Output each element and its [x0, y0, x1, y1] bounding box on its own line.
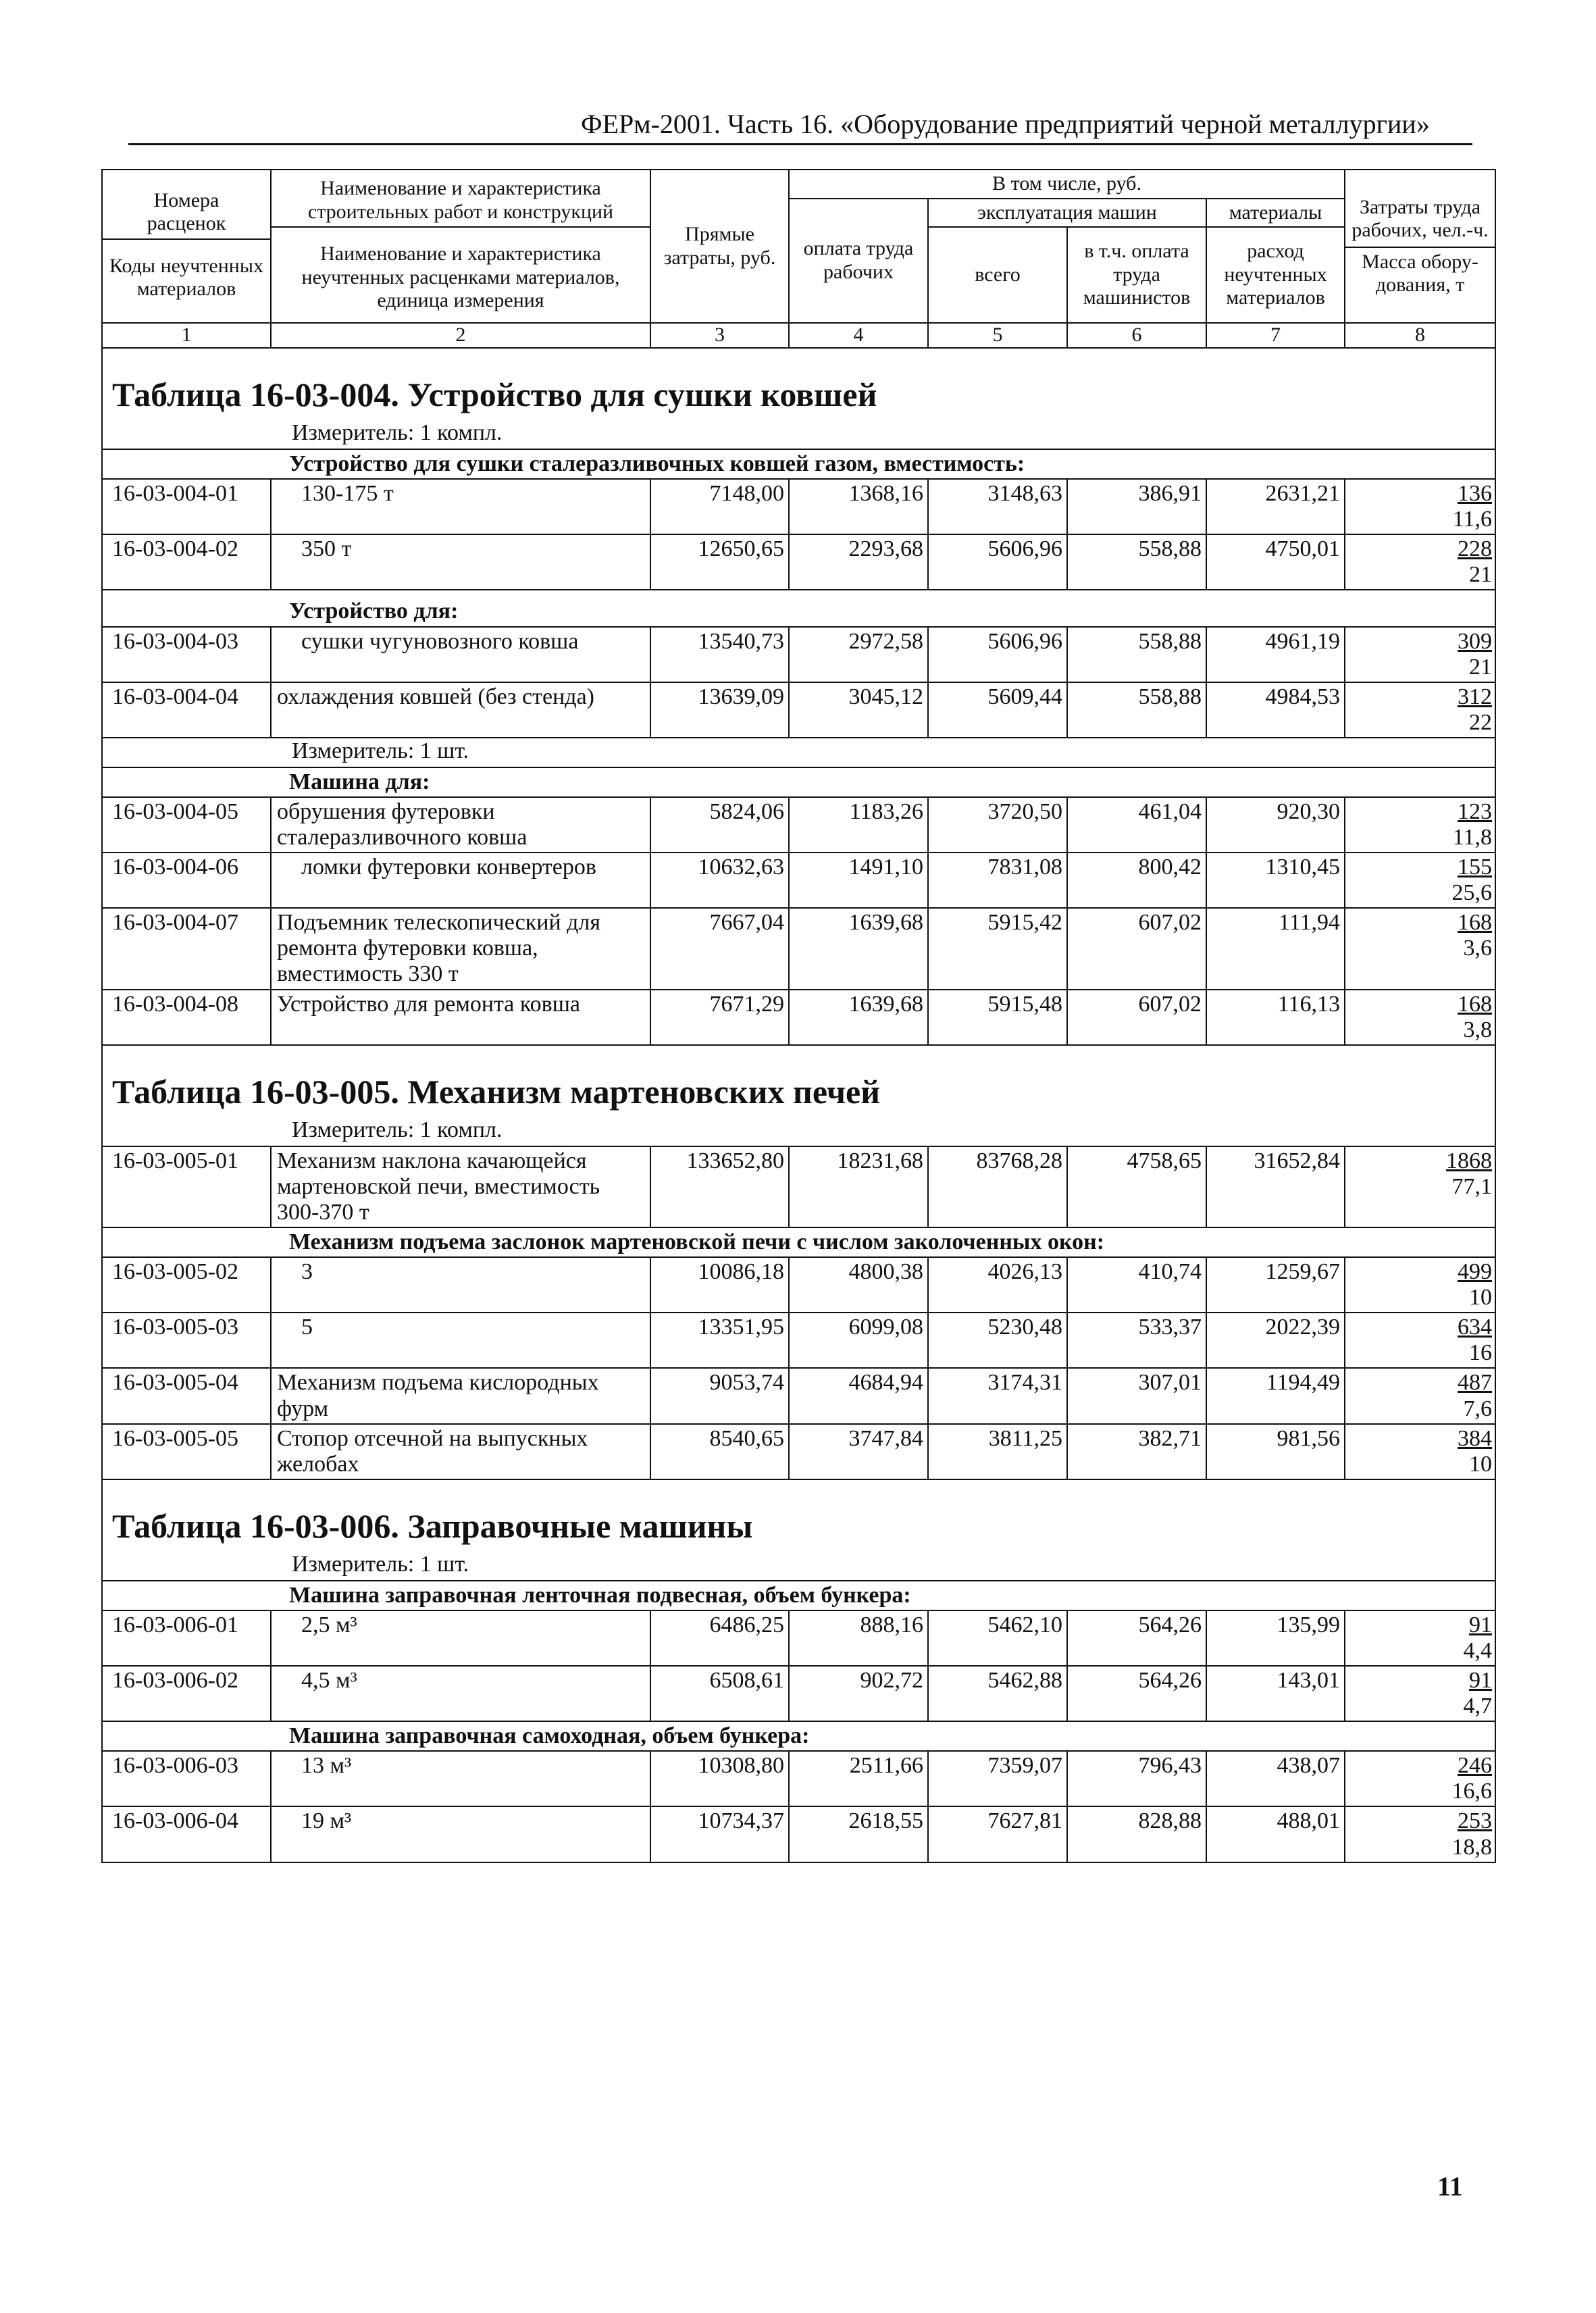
rate-code: 16-03-004-05: [102, 797, 271, 853]
labor-hours: 634: [1458, 1315, 1493, 1340]
labor-and-mass: [1345, 682, 1495, 738]
work-name: обрушения футеровки сталеразливочного ковша: [271, 797, 650, 853]
header-rule: [128, 143, 1472, 145]
equipment-mass: 18,8: [1451, 1834, 1492, 1860]
labor-hours: 155: [1458, 855, 1493, 880]
labor-and-mass: [1345, 627, 1495, 682]
labor-hours: 309: [1458, 628, 1493, 654]
equipment-mass: 22: [1469, 709, 1493, 735]
work-name: сушки чугуновозного ковша: [271, 627, 650, 682]
col-machines-header: эксплуатация машин: [928, 199, 1206, 228]
operators-wages: 558,88: [1067, 627, 1206, 682]
rates-body: [101, 349, 1495, 1863]
table-title: Таблица 16-03-004. Устройство для сушки ковшей: [102, 349, 1495, 420]
labor-and-mass: [1345, 797, 1495, 853]
materials-cost: 4750,01: [1206, 534, 1345, 590]
labor-and-mass: [1345, 1806, 1495, 1862]
work-name: 350 т: [271, 534, 650, 590]
table-row: [102, 534, 1495, 590]
direct-costs: 9053,74: [650, 1368, 789, 1423]
column-number: 4: [789, 323, 928, 348]
direct-costs: 7667,04: [650, 908, 789, 989]
section-row: [102, 449, 1495, 479]
operators-wages: 607,02: [1067, 990, 1206, 1045]
rate-code: 16-03-005-04: [102, 1368, 271, 1423]
work-name: 4,5 м³: [271, 1666, 650, 1721]
equipment-mass: 21: [1469, 562, 1493, 588]
rate-code: 16-03-006-03: [102, 1751, 271, 1806]
materials-cost: 438,07: [1206, 1751, 1345, 1806]
operators-wages: 386,91: [1067, 479, 1206, 534]
operators-wages: 564,26: [1067, 1666, 1206, 1721]
workers-wages: 1639,68: [789, 908, 928, 989]
section-heading: Машина для:: [102, 767, 1495, 797]
materials-cost: 4984,53: [1206, 682, 1345, 738]
col-machines-total-header: всего: [928, 227, 1067, 323]
rate-code: 16-03-004-04: [102, 682, 271, 738]
materials-cost: 2631,21: [1206, 479, 1345, 534]
work-name: охлаждения ковшей (без стенда): [271, 682, 650, 738]
subheading-row: [102, 590, 1495, 626]
direct-costs: 13639,09: [650, 682, 789, 738]
operators-wages: 607,02: [1067, 908, 1206, 989]
rate-code: 16-03-004-03: [102, 627, 271, 682]
labor-and-mass: [1345, 853, 1495, 908]
work-name: Стопор отсечной на выпускных желобах: [271, 1424, 650, 1479]
table-row: [102, 908, 1495, 989]
table-row: [102, 1424, 1495, 1479]
col-mass-bottom: Масса обору-дования, т: [1362, 250, 1478, 296]
col-name-top: Наименование и характеристика строительных работ и конструкций: [272, 174, 650, 228]
labor-hours: 123: [1458, 799, 1493, 825]
labor-hours: 246: [1458, 1753, 1492, 1779]
machines-total: 7627,81: [928, 1806, 1067, 1862]
direct-costs: 12650,65: [650, 534, 789, 590]
materials-cost: 116,13: [1206, 990, 1345, 1045]
workers-wages: 1368,16: [789, 479, 928, 534]
col-labor-top: Затраты труда рабочих, чел.-ч.: [1345, 193, 1495, 248]
machines-total: 5606,96: [928, 534, 1067, 590]
machines-total: 4026,13: [928, 1257, 1067, 1313]
col-labor-header: [1345, 170, 1495, 323]
column-number: 5: [928, 323, 1067, 348]
labor-and-mass: [1345, 534, 1495, 590]
operators-wages: 533,37: [1067, 1313, 1206, 1368]
labor-hours: 312: [1458, 684, 1493, 709]
labor-and-mass: [1345, 1751, 1495, 1806]
workers-wages: 6099,08: [789, 1313, 928, 1368]
equipment-mass: 16,6: [1451, 1779, 1492, 1804]
materials-cost: 1259,67: [1206, 1257, 1345, 1313]
direct-costs: 7671,29: [650, 990, 789, 1045]
col-group-header: В том числе, руб.: [789, 170, 1345, 199]
measure-unit: Измеритель: 1 шт.: [102, 1552, 1495, 1581]
workers-wages: 888,16: [789, 1610, 928, 1666]
work-name: 130-175 т: [271, 479, 650, 534]
labor-hours: 91: [1469, 1612, 1492, 1637]
operators-wages: 382,71: [1067, 1424, 1206, 1479]
operators-wages: 564,26: [1067, 1610, 1206, 1666]
rate-code: 16-03-006-02: [102, 1666, 271, 1721]
rate-code: 16-03-005-02: [102, 1257, 271, 1313]
workers-wages: 2972,58: [789, 627, 928, 682]
subheading: Устройство для:: [102, 590, 1495, 626]
work-name: ломки футеровки конвертеров: [271, 853, 650, 908]
col-materials-usage-header: расход неучтенных материалов: [1206, 227, 1345, 323]
labor-hours: 1868: [1446, 1148, 1493, 1173]
materials-cost: 488,01: [1206, 1806, 1345, 1862]
work-name: Механизм подъема кислородных фурм: [271, 1368, 650, 1423]
column-number: 2: [271, 323, 650, 348]
table-row: [102, 1610, 1495, 1666]
workers-wages: 18231,68: [789, 1146, 928, 1227]
equipment-mass: 16: [1469, 1340, 1493, 1366]
machines-total: 5915,48: [928, 990, 1067, 1045]
machines-total: 5606,96: [928, 627, 1067, 682]
direct-costs: 10632,63: [650, 853, 789, 908]
workers-wages: 2293,68: [789, 534, 928, 590]
machines-total: 3148,63: [928, 479, 1067, 534]
machines-total: 7359,07: [928, 1751, 1067, 1806]
section-row: [102, 1721, 1495, 1751]
work-name: 19 м³: [271, 1806, 650, 1862]
direct-costs: 10086,18: [650, 1257, 789, 1313]
column-number-row: [102, 323, 1495, 348]
table-row: [102, 1368, 1495, 1423]
rates-table: [101, 349, 1496, 1046]
equipment-mass: 4,7: [1463, 1694, 1492, 1719]
section-row: [102, 1227, 1495, 1257]
work-name: Механизм наклона качающейся мартеновской печи, вместимость 300-370 т: [271, 1146, 650, 1227]
machines-total: 5915,42: [928, 908, 1067, 989]
materials-cost: 981,56: [1206, 1424, 1345, 1479]
rate-code: 16-03-004-02: [102, 534, 271, 590]
machines-total: 5462,88: [928, 1666, 1067, 1721]
section-row: [102, 767, 1495, 797]
col-name-bottom: Наименование и характеристика неучтенных расценками материалов, единица измерения: [301, 243, 620, 312]
measure-row: [102, 1117, 1495, 1146]
table-row: [102, 853, 1495, 908]
rates-table: [101, 1046, 1496, 1480]
column-number: 7: [1206, 323, 1345, 348]
materials-cost: 31652,84: [1206, 1146, 1345, 1227]
materials-cost: 111,94: [1206, 908, 1345, 989]
table-row: [102, 1806, 1495, 1862]
rate-code: 16-03-004-01: [102, 479, 271, 534]
measure-unit: Измеритель: 1 шт.: [102, 738, 1495, 767]
work-name: 2,5 м³: [271, 1610, 650, 1666]
labor-hours: 487: [1458, 1370, 1493, 1396]
workers-wages: 2511,66: [789, 1751, 928, 1806]
direct-costs: 5824,06: [650, 797, 789, 853]
direct-costs: 6486,25: [650, 1610, 789, 1666]
machines-total: 83768,28: [928, 1146, 1067, 1227]
labor-and-mass: [1345, 1424, 1495, 1479]
labor-hours: 253: [1458, 1808, 1492, 1834]
rate-code: 16-03-004-06: [102, 853, 271, 908]
equipment-mass: 4,4: [1463, 1637, 1492, 1663]
direct-costs: 6508,61: [650, 1666, 789, 1721]
table-title-row: [102, 1046, 1495, 1117]
column-header-table: [101, 169, 1496, 349]
column-number: 8: [1345, 323, 1495, 348]
labor-and-mass: [1345, 1666, 1495, 1721]
section-heading: Механизм подъема заслонок мартеновской печи с числом заколоченных окон:: [102, 1227, 1495, 1257]
materials-cost: 2022,39: [1206, 1313, 1345, 1368]
table-row: [102, 1751, 1495, 1806]
materials-cost: 1310,45: [1206, 853, 1345, 908]
materials-cost: 1194,49: [1206, 1368, 1345, 1423]
machines-total: 5609,44: [928, 682, 1067, 738]
page-number: 11: [1437, 2171, 1463, 2202]
rate-code: 16-03-004-07: [102, 908, 271, 989]
machines-total: 5230,48: [928, 1313, 1067, 1368]
work-name: 13 м³: [271, 1751, 650, 1806]
operators-wages: 828,88: [1067, 1806, 1206, 1862]
table-row: [102, 1146, 1495, 1227]
column-number: 1: [102, 323, 271, 348]
measure-row: [102, 1552, 1495, 1581]
labor-hours: 91: [1469, 1668, 1492, 1694]
workers-wages: 1491,10: [789, 853, 928, 908]
col-wages-header: оплата труда рабочих: [789, 199, 928, 324]
labor-and-mass: [1345, 479, 1495, 534]
table-row: [102, 990, 1495, 1045]
rate-code: 16-03-004-08: [102, 990, 271, 1045]
table-row: [102, 1666, 1495, 1721]
col-codes-header: [102, 170, 271, 323]
workers-wages: 4800,38: [789, 1257, 928, 1313]
operators-wages: 461,04: [1067, 797, 1206, 853]
machines-total: 3811,25: [928, 1424, 1067, 1479]
rate-code: 16-03-005-05: [102, 1424, 271, 1479]
page-header: ФЕРм-2001. Часть 16. «Оборудование предприятий черной металлургии»: [581, 109, 1430, 139]
work-name: 3: [271, 1257, 650, 1313]
table-title-row: [102, 349, 1495, 420]
direct-costs: 7148,00: [650, 479, 789, 534]
labor-hours: 228: [1458, 536, 1493, 562]
equipment-mass: 11,8: [1452, 825, 1493, 850]
labor-hours: 384: [1458, 1425, 1493, 1451]
equipment-mass: 77,1: [1451, 1173, 1493, 1199]
rate-code: 16-03-006-01: [102, 1610, 271, 1666]
column-number: 6: [1067, 323, 1206, 348]
labor-hours: 168: [1458, 910, 1493, 936]
operators-wages: 307,01: [1067, 1368, 1206, 1423]
materials-cost: 135,99: [1206, 1610, 1345, 1666]
work-name: Устройство для ремонта ковша: [271, 990, 650, 1045]
operators-wages: 558,88: [1067, 682, 1206, 738]
equipment-mass: 11,6: [1452, 507, 1493, 532]
machines-total: 3720,50: [928, 797, 1067, 853]
workers-wages: 1183,26: [789, 797, 928, 853]
equipment-mass: 10: [1469, 1451, 1493, 1477]
workers-wages: 3045,12: [789, 682, 928, 738]
direct-costs: 8540,65: [650, 1424, 789, 1479]
workers-wages: 2618,55: [789, 1806, 928, 1862]
col-materials-header: материалы: [1206, 199, 1345, 228]
section-heading: Устройство для сушки сталеразливочных ковшей газом, вместимость:: [102, 449, 1495, 479]
col-direct-costs-header: Прямые затраты, руб.: [650, 170, 789, 323]
measure-unit: Измеритель: 1 компл.: [102, 420, 1495, 449]
table-title: Таблица 16-03-006. Заправочные машины: [102, 1480, 1495, 1552]
materials-cost: 920,30: [1206, 797, 1345, 853]
col-name-header: [271, 170, 650, 323]
table-row: [102, 797, 1495, 853]
labor-hours: 168: [1458, 991, 1493, 1017]
workers-wages: 4684,94: [789, 1368, 928, 1423]
rate-code: 16-03-006-04: [102, 1806, 271, 1862]
labor-hours: 136: [1458, 481, 1493, 507]
equipment-mass: 10: [1469, 1285, 1493, 1311]
direct-costs: 10308,80: [650, 1751, 789, 1806]
col-codes-top: Номера расценок: [103, 186, 270, 240]
labor-and-mass: [1345, 990, 1495, 1045]
table-title-row: [102, 1480, 1495, 1552]
rate-code: 16-03-005-01: [102, 1146, 271, 1227]
table-title: Таблица 16-03-005. Механизм мартеновских печей: [102, 1046, 1495, 1117]
materials-cost: 143,01: [1206, 1666, 1345, 1721]
work-name: 5: [271, 1313, 650, 1368]
labor-and-mass: [1345, 1257, 1495, 1313]
operators-wages: 800,42: [1067, 853, 1206, 908]
equipment-mass: 7,6: [1463, 1396, 1493, 1421]
labor-and-mass: [1345, 1610, 1495, 1666]
section-heading: Машина заправочная ленточная подвесная, объем бункера:: [102, 1581, 1495, 1610]
materials-cost: 4961,19: [1206, 627, 1345, 682]
table-row: [102, 682, 1495, 738]
table-row: [102, 479, 1495, 534]
labor-and-mass: [1345, 908, 1495, 989]
section-row: [102, 1581, 1495, 1610]
workers-wages: 902,72: [789, 1666, 928, 1721]
labor-and-mass: [1345, 1146, 1495, 1227]
rates-table: [101, 1480, 1496, 1863]
table-row: [102, 1313, 1495, 1368]
equipment-mass: 3,8: [1463, 1017, 1493, 1042]
table-row: [102, 1257, 1495, 1313]
measure-unit: Измеритель: 1 компл.: [102, 1117, 1495, 1146]
measure-row: [102, 420, 1495, 449]
direct-costs: 133652,80: [650, 1146, 789, 1227]
machines-total: 7831,08: [928, 853, 1067, 908]
direct-costs: 13351,95: [650, 1313, 789, 1368]
machines-total: 5462,10: [928, 1610, 1067, 1666]
section-heading: Машина заправочная самоходная, объем бункера:: [102, 1721, 1495, 1751]
workers-wages: 1639,68: [789, 990, 928, 1045]
machines-total: 3174,31: [928, 1368, 1067, 1423]
operators-wages: 558,88: [1067, 534, 1206, 590]
table-row: [102, 627, 1495, 682]
direct-costs: 10734,37: [650, 1806, 789, 1862]
equipment-mass: 25,6: [1451, 880, 1493, 906]
work-name: Подъемник телескопический для ремонта футеровки ковша, вместимость 330 т: [271, 908, 650, 989]
rate-code: 16-03-005-03: [102, 1313, 271, 1368]
equipment-mass: 3,6: [1463, 936, 1493, 961]
operators-wages: 4758,65: [1067, 1146, 1206, 1227]
measure-row: [102, 738, 1495, 767]
workers-wages: 3747,84: [789, 1424, 928, 1479]
labor-and-mass: [1345, 1313, 1495, 1368]
equipment-mass: 21: [1469, 654, 1493, 680]
col-codes-bottom: Коды неучтенных материалов: [109, 254, 263, 300]
direct-costs: 13540,73: [650, 627, 789, 682]
operators-wages: 796,43: [1067, 1751, 1206, 1806]
operators-wages: 410,74: [1067, 1257, 1206, 1313]
col-operators-wages-header: в т.ч. оплата труда машинистов: [1067, 227, 1206, 323]
labor-hours: 499: [1458, 1259, 1493, 1285]
labor-and-mass: [1345, 1368, 1495, 1423]
column-number: 3: [650, 323, 789, 348]
